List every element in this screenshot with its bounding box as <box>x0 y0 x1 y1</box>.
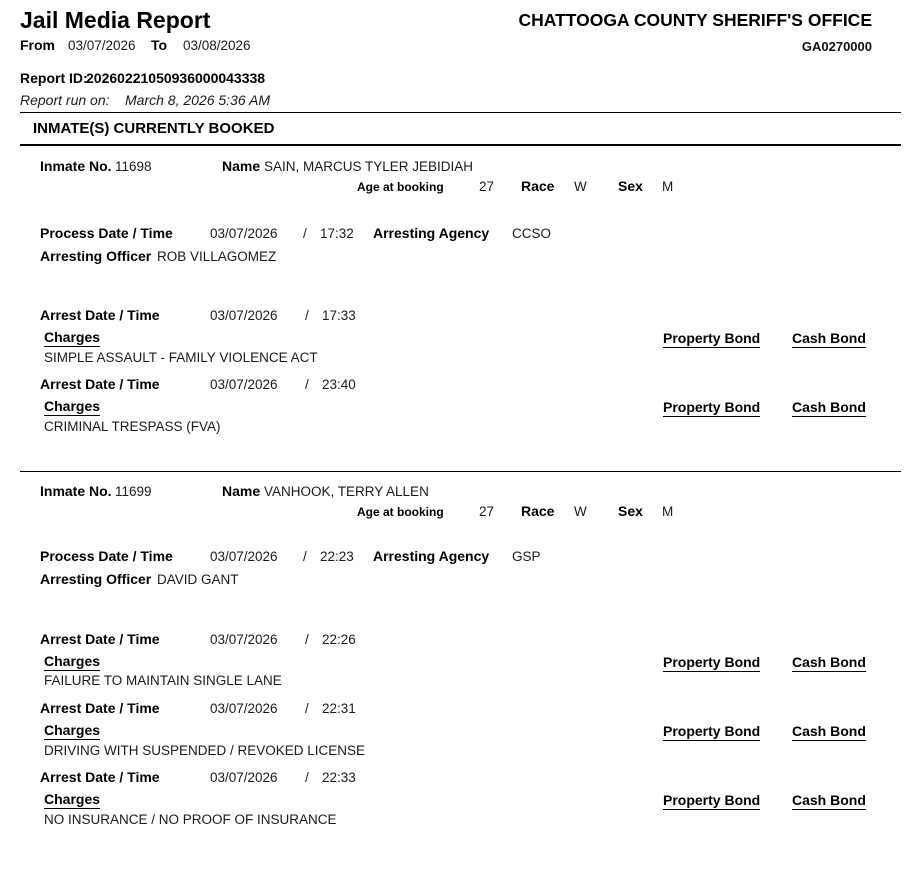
name-label: Name <box>222 158 261 174</box>
race-label: Race <box>521 503 555 519</box>
property-bond-label: Property Bond <box>663 723 760 741</box>
property-bond-label: Property Bond <box>663 399 760 417</box>
cash-bond-label: Cash Bond <box>792 330 866 348</box>
to-label: To <box>151 37 168 53</box>
arrest-date-value: 03/07/2026 <box>210 770 278 785</box>
page-title: Jail Media Report <box>20 7 211 33</box>
race-value: W <box>574 504 587 519</box>
name-label: Name <box>222 483 261 499</box>
divider <box>20 112 901 113</box>
charge-description: SIMPLE ASSAULT - FAMILY VIOLENCE ACT <box>44 350 318 365</box>
arresting-officer-value: ROB VILLAGOMEZ <box>157 249 277 264</box>
from-date-value: 03/07/2026 <box>68 38 136 53</box>
process-time-value: 17:32 <box>320 226 354 241</box>
sex-value: M <box>662 504 674 519</box>
cash-bond-label: Cash Bond <box>792 399 866 417</box>
age-at-booking-label: Age at booking <box>357 505 444 519</box>
property-bond-label: Property Bond <box>663 654 760 672</box>
slash-separator: / <box>303 226 307 241</box>
race-label: Race <box>521 178 555 194</box>
report-id-label: Report ID: <box>20 70 88 86</box>
charge-description: FAILURE TO MAINTAIN SINGLE LANE <box>44 673 282 688</box>
inmate-no-label: Inmate No. <box>40 158 112 174</box>
section-title: INMATE(S) CURRENTLY BOOKED <box>33 120 275 137</box>
process-time-value: 22:23 <box>320 549 354 564</box>
charges-label: Charges <box>44 398 100 416</box>
report-id-value: 20260221050936000043338 <box>86 70 266 86</box>
arrest-time-value: 22:26 <box>322 632 356 647</box>
arrest-date-value: 03/07/2026 <box>210 632 278 647</box>
arrest-time-value: 22:33 <box>322 770 356 785</box>
arresting-agency-value: CCSO <box>512 226 552 241</box>
run-on-label: Report run on: <box>20 92 110 108</box>
charges-label: Charges <box>44 722 100 740</box>
divider <box>20 144 901 146</box>
from-label: From <box>20 37 55 53</box>
arresting-agency-label: Arresting Agency <box>373 548 490 564</box>
arrest-date-time-label: Arrest Date / Time <box>40 769 160 785</box>
sex-label: Sex <box>618 178 643 194</box>
arrest-date-time-label: Arrest Date / Time <box>40 376 160 392</box>
slash-separator: / <box>305 770 309 785</box>
to-date-value: 03/08/2026 <box>183 38 251 53</box>
property-bond-label: Property Bond <box>663 330 760 348</box>
name-value: SAIN, MARCUS TYLER JEBIDIAH <box>264 159 474 174</box>
arrest-date-value: 03/07/2026 <box>210 701 278 716</box>
charges-label: Charges <box>44 791 100 809</box>
cash-bond-label: Cash Bond <box>792 654 866 672</box>
charge-description: DRIVING WITH SUSPENDED / REVOKED LICENSE <box>44 743 366 758</box>
process-date-value: 03/07/2026 <box>210 549 278 564</box>
inmate-no-value: 11699 <box>115 484 152 499</box>
property-bond-label: Property Bond <box>663 792 760 810</box>
charge-description: NO INSURANCE / NO PROOF OF INSURANCE <box>44 812 337 827</box>
arrest-time-value: 17:33 <box>322 308 356 323</box>
run-on-value: March 8, 2026 5:36 AM <box>125 92 271 108</box>
arrest-date-value: 03/07/2026 <box>210 308 278 323</box>
race-value: W <box>574 179 587 194</box>
arrest-time-value: 22:31 <box>322 701 356 716</box>
arresting-agency-label: Arresting Agency <box>373 225 490 241</box>
process-date-time-label: Process Date / Time <box>40 548 173 564</box>
slash-separator: / <box>305 701 309 716</box>
age-value: 27 <box>479 179 495 194</box>
sex-value: M <box>662 179 674 194</box>
cash-bond-label: Cash Bond <box>792 792 866 810</box>
arrest-date-time-label: Arrest Date / Time <box>40 700 160 716</box>
age-value: 27 <box>479 504 495 519</box>
agency-code: GA0270000 <box>801 39 872 54</box>
slash-separator: / <box>305 308 309 323</box>
cash-bond-label: Cash Bond <box>792 723 866 741</box>
charges-label: Charges <box>44 653 100 671</box>
agency-name: CHATTOOGA COUNTY SHERIFF'S OFFICE <box>518 10 872 30</box>
arrest-date-time-label: Arrest Date / Time <box>40 631 160 647</box>
arrest-date-value: 03/07/2026 <box>210 377 278 392</box>
slash-separator: / <box>305 377 309 392</box>
arresting-agency-value: GSP <box>512 549 541 564</box>
process-date-time-label: Process Date / Time <box>40 225 173 241</box>
arresting-officer-label: Arresting Officer <box>40 571 152 587</box>
slash-separator: / <box>303 549 307 564</box>
charges-label: Charges <box>44 329 100 347</box>
arrest-time-value: 23:40 <box>322 377 356 392</box>
name-value: VANHOOK, TERRY ALLEN <box>264 484 429 499</box>
slash-separator: / <box>305 632 309 647</box>
age-at-booking-label: Age at booking <box>357 180 444 194</box>
sex-label: Sex <box>618 503 643 519</box>
arresting-officer-label: Arresting Officer <box>40 248 152 264</box>
inmate-no-label: Inmate No. <box>40 483 112 499</box>
charge-description: CRIMINAL TRESPASS (FVA) <box>44 419 221 434</box>
process-date-value: 03/07/2026 <box>210 226 278 241</box>
inmate-no-value: 11698 <box>115 159 152 174</box>
divider <box>20 471 901 472</box>
arrest-date-time-label: Arrest Date / Time <box>40 307 160 323</box>
arresting-officer-value: DAVID GANT <box>157 572 239 587</box>
